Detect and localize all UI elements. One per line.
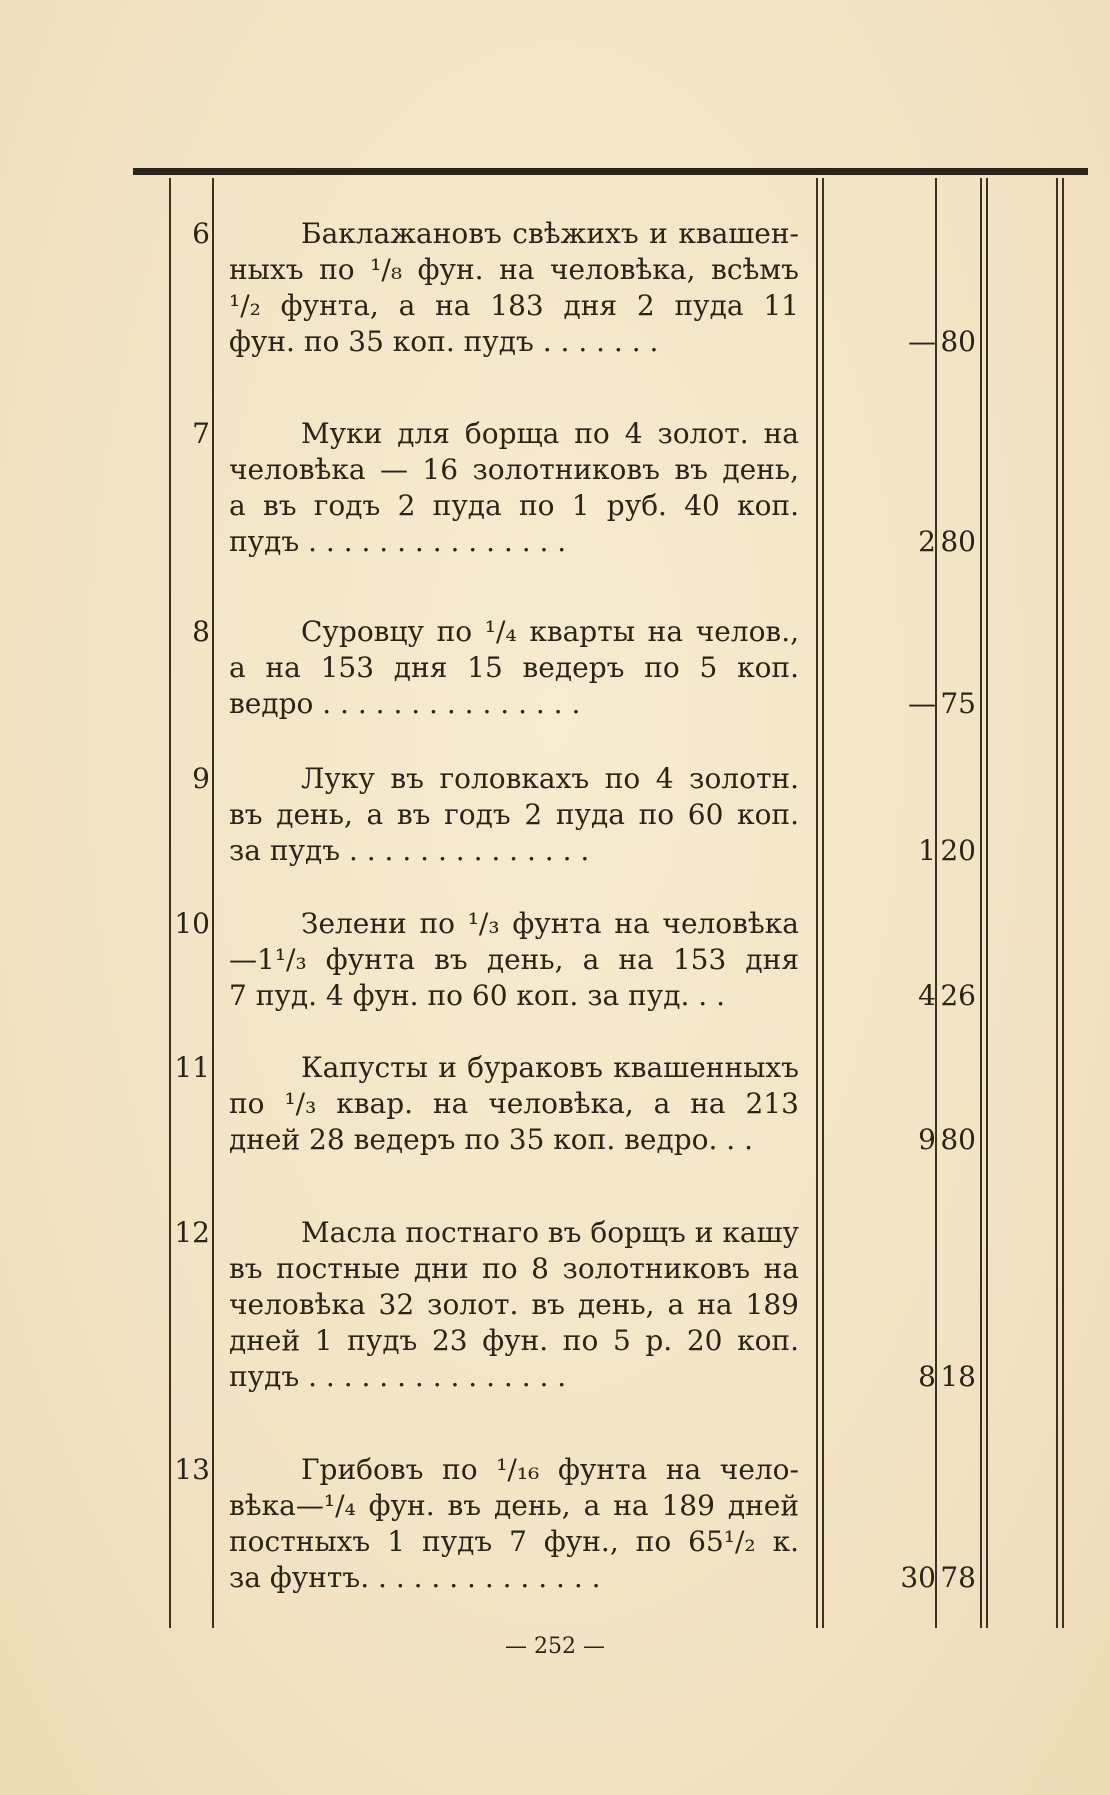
page-number: — 252 — [505,1634,605,1659]
column-rule-kop-right-double [986,178,988,1628]
entry-line: Зелени по ¹/₃ фунта на человѣка [301,907,799,940]
top-rule [133,168,1088,175]
entry-number: 10 [174,907,210,940]
entry-number: 11 [174,1051,210,1084]
entry-line: за фунтъ. . . . . . . . . . . . . . [229,1561,601,1594]
entry-text [229,1050,799,1158]
entry-line: ¹/₂ фунта, а на 183 дня 2 пуда 11 [229,289,799,322]
entry-line: вѣка—¹/₄ фун. въ день, а на 189 дней [229,1489,799,1522]
amount-rubles: — [908,687,936,720]
entry-line: постныхъ 1 пудъ 7 фун., по 65¹/₂ к. [229,1525,799,1558]
amount-rubles: 4 [918,979,936,1012]
amount-rubles: 30 [900,1561,936,1594]
amount-kopecks: 75 [940,687,976,720]
entry-line: по ¹/₃ квар. на человѣка, а на 213 [229,1087,799,1120]
entry-text [229,614,799,722]
entry-line: Суровцу по ¹/₄ кварты на челов., [301,615,799,648]
entry-line: 7 пуд. 4 фун. по 60 коп. за пуд. . . [229,979,725,1012]
entry-line: человѣка — 16 золотниковъ въ день, [229,453,799,486]
amount-kopecks: 20 [940,834,976,867]
entry-text [229,1215,799,1395]
amount-rubles: — [908,325,936,358]
entry-line: ныхъ по ¹/₈ фун. на человѣка, всѣмъ [229,253,799,286]
amount-rubles: 8 [918,1360,936,1393]
amount-kopecks: 78 [940,1561,976,1594]
amount-rubles: 1 [918,834,936,867]
entry-number: 7 [192,417,210,450]
entry-line: дней 1 пудъ 23 фун. по 5 р. 20 коп. [229,1324,799,1357]
entry-line: ведро . . . . . . . . . . . . . . . [229,687,581,720]
entry-line: за пудъ . . . . . . . . . . . . . . [229,834,590,867]
entry-line: человѣка 32 золот. въ день, а на 189 [229,1288,799,1321]
amount-kopecks: 18 [940,1360,976,1393]
column-rule-kop-right [980,178,982,1628]
amount-kopecks: 80 [940,525,976,558]
entry-line: Баклажановъ свѣжихъ и квашен- [301,217,799,250]
entry-line: а на 153 дня 15 ведеръ по 5 коп. [229,651,799,684]
column-rule-number [212,178,214,1628]
entry-number: 13 [174,1453,210,1486]
entry-number: 6 [192,217,210,250]
entry-text [229,761,799,869]
amount-kopecks: 80 [940,325,976,358]
entry-number: 12 [174,1216,210,1249]
column-rule-rub-kop [935,178,937,1628]
entry-line: дней 28 ведеръ по 35 коп. ведро. . . [229,1123,753,1156]
entry-number: 9 [192,762,210,795]
amount-kopecks: 26 [940,979,976,1012]
entry-line: пудъ . . . . . . . . . . . . . . . [229,525,567,558]
entry-number: 8 [192,615,210,648]
entry-line: —1¹/₃ фунта въ день, а на 153 дня [229,943,799,976]
column-rule-text-right [816,178,818,1628]
entry-line: Муки для борща по 4 золот. на [301,417,799,450]
entry-line: Грибовъ по ¹/₁₆ фунта на чело- [301,1453,799,1486]
amount-kopecks: 80 [940,1123,976,1156]
entry-text [229,906,799,1014]
entry-text [229,216,799,360]
entry-line: Луку въ головкахъ по 4 золотн. [301,762,799,795]
amount-rubles: 2 [918,525,936,558]
amount-rubles: 9 [918,1123,936,1156]
column-rule-left-outer [169,178,171,1628]
entry-line: Капусты и бураковъ квашенныхъ [301,1051,799,1084]
entry-line: Масла постнаго въ борщъ и кашу [301,1216,799,1249]
column-rule-right-outer [1056,178,1058,1628]
entry-line: фун. по 35 коп. пудъ . . . . . . . [229,325,659,358]
column-rule-right-outer-double [1062,178,1064,1628]
entry-text [229,416,799,560]
entry-line: пудъ . . . . . . . . . . . . . . . [229,1360,567,1393]
entry-line: въ постные дни по 8 золотниковъ на [229,1252,799,1285]
entry-line: въ день, а въ годъ 2 пуда по 60 коп. [229,798,799,831]
column-rule-text-right-double [822,178,824,1628]
entry-line: а въ годъ 2 пуда по 1 руб. 40 коп. [229,489,799,522]
entry-text [229,1452,799,1596]
